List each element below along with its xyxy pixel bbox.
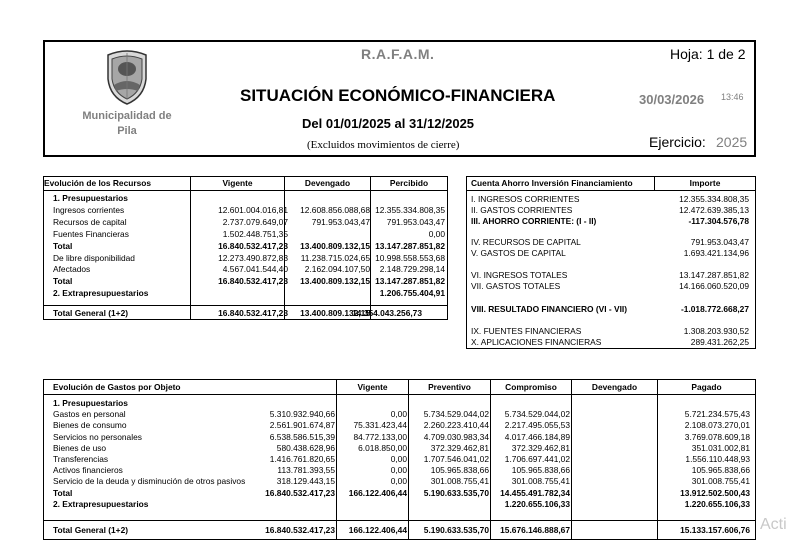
activation-watermark: Acti xyxy=(760,516,787,533)
account-row-label: II. GASTOS CORRIENTES xyxy=(471,204,573,215)
resources-row-percibido: 13.147.287.851,82 xyxy=(375,240,445,251)
resources-header-devengado: Devengado xyxy=(304,178,351,188)
expenses-row-pagado: 2.108.073.270,01 xyxy=(684,420,750,431)
account-row-label: III. AHORRO CORRIENTE: (I - II) xyxy=(471,215,597,226)
expenses-total-general-label: Total General (1+2) xyxy=(53,525,129,535)
resources-row-percibido: 1.206.755.404,91 xyxy=(379,288,445,299)
resources-row-vigente: 16.840.532.417,23 xyxy=(218,276,288,287)
resources-row-devengado: 12.608.856.088,68 xyxy=(300,204,370,215)
rafam-label: R.A.F.A.M. xyxy=(361,46,435,62)
resources-row-vigente: 2.737.079.649,07 xyxy=(222,216,288,227)
expenses-row-compromiso: 4.709.030.983,34 xyxy=(423,431,489,442)
account-row-label: IV. RECURSOS DE CAPITAL xyxy=(471,237,581,247)
expenses-row-label: 1. Presupuestarios xyxy=(53,398,128,408)
resources-row-percibido: 10.998.558.553,68 xyxy=(375,252,445,263)
expenses-row-vigente: 5.310.932.940,66 xyxy=(269,409,335,420)
expenses-row-devengado: 105.965.838,66 xyxy=(511,465,570,476)
account-row-value: 13.147.287.851,82 xyxy=(679,269,749,280)
report-title: SITUACIÓN ECONÓMICO-FINANCIERA xyxy=(240,86,556,105)
expenses-row-label: Servicios no personales xyxy=(53,431,142,442)
exercise-value: 2025 xyxy=(716,134,748,150)
resources-header-vigente: Vigente xyxy=(222,178,253,188)
savings-investment-table xyxy=(466,176,756,349)
account-row-value: 12.355.334.808,35 xyxy=(679,194,749,204)
expenses-total-general-pagado: 15.133.157.606,76 xyxy=(680,525,750,535)
expenses-row-preventivo: 0,00 xyxy=(390,476,407,487)
expenses-header-preventivo: Preventivo xyxy=(428,382,471,392)
expenses-row-devengado: 1.706.697.441,02 xyxy=(504,454,570,464)
expenses-table xyxy=(43,379,756,540)
account-row-value: 1.308.203.930,52 xyxy=(683,326,749,336)
expenses-row-label: Total xyxy=(53,487,73,498)
resources-row-label: Ingresos corrientes xyxy=(53,204,125,215)
resources-total-general-devengado: 13.400.809.132,15 xyxy=(300,308,370,318)
account-row-label: IX. FUENTES FINANCIERAS xyxy=(471,326,582,336)
expenses-row-vigente: 2.561.901.674,87 xyxy=(269,420,335,431)
resources-row-label: 2. Extrapresupuestarios xyxy=(53,288,149,299)
account-row-value: 12.472.639.385,13 xyxy=(679,204,749,215)
expenses-row-vigente: 1.416.761.820,65 xyxy=(269,454,335,464)
resources-total-general-label: Total General (1+2) xyxy=(53,308,129,318)
expenses-row-label: Gastos en personal xyxy=(53,409,126,420)
expenses-row-label: Activos financieros xyxy=(53,465,123,476)
expenses-row-preventivo: 0,00 xyxy=(390,465,407,476)
account-row-value: 289.431.262,25 xyxy=(690,336,749,347)
expenses-row-devengado: 4.017.466.184,89 xyxy=(504,431,570,442)
resources-row-devengado: 791.953.043,47 xyxy=(311,216,370,227)
resources-row-percibido: 13.147.287.851,82 xyxy=(375,276,445,287)
municipality-name: Municipalidad de Pila xyxy=(82,110,172,137)
expenses-header-devengado: Devengado xyxy=(591,382,638,392)
account-row-value: 14.166.060.520,09 xyxy=(679,281,749,291)
expenses-header-vigente: Vigente xyxy=(357,382,388,392)
expenses-row-devengado: 372.329.462,81 xyxy=(511,442,570,453)
expenses-row-compromiso: 1.707.546.041,02 xyxy=(423,454,489,464)
account-row-value: 1.693.421.134,96 xyxy=(683,247,749,258)
resources-row-devengado: 2.162.094.107,50 xyxy=(304,264,370,275)
expenses-row-compromiso: 301.008.755,41 xyxy=(430,476,489,487)
expenses-row-label: 2. Extrapresupuestarios xyxy=(53,498,149,509)
resources-table xyxy=(43,176,448,320)
expenses-row-label: Transferencias xyxy=(53,454,109,464)
page-indicator: Hoja: 1 de 2 xyxy=(670,46,746,62)
resources-row-percibido: 0,00 xyxy=(428,228,445,239)
resources-row-label: Total xyxy=(53,240,73,251)
account-row-value: -117.304.576,78 xyxy=(688,215,749,226)
resources-row-percibido: 791.953.043,47 xyxy=(386,216,445,227)
expenses-row-compromiso: 105.965.838,66 xyxy=(430,465,489,476)
account-row-label: X. APLICACIONES FINANCIERAS xyxy=(471,336,602,347)
expenses-total-general-preventivo: 166.122.406,44 xyxy=(348,525,407,535)
resources-row-vigente: 16.840.532.417,23 xyxy=(218,240,288,251)
expenses-row-devengado: 301.008.755,41 xyxy=(511,476,570,487)
account-row-label: V. GASTOS DE CAPITAL xyxy=(471,247,566,258)
account-header-label: Cuenta Ahorro Inversión Financiamiento xyxy=(471,178,633,188)
account-row-value: 791.953.043,47 xyxy=(690,237,749,247)
resources-row-vigente: 4.567.041.544,40 xyxy=(222,264,288,275)
expenses-row-pagado: 1.556.110.448,93 xyxy=(685,454,750,464)
account-row-label: VIII. RESULTADO FINANCIERO (VI - VII) xyxy=(471,304,628,314)
account-row-label: VII. GASTOS TOTALES xyxy=(471,281,561,291)
resources-row-vigente: 12.273.490.872,83 xyxy=(218,252,288,263)
expenses-row-pagado: 13.912.502.500,43 xyxy=(680,487,750,498)
expenses-row-vigente: 580.438.628,96 xyxy=(276,442,335,453)
resources-row-label: Recursos de capital xyxy=(53,216,127,227)
expenses-row-preventivo: 0,00 xyxy=(390,454,407,464)
expenses-row-preventivo: 75.331.423,44 xyxy=(353,420,407,431)
resources-total-general-vigente: 16.840.532.417,23 xyxy=(218,308,288,318)
exercise-label: Ejercicio: xyxy=(649,134,706,150)
resources-row-devengado: 13.400.809.132,15 xyxy=(300,276,370,287)
resources-row-label: Fuentes Financieras xyxy=(53,228,129,239)
expenses-row-devengado: 2.217.495.055,53 xyxy=(504,420,570,431)
expenses-header-compromiso: Compromiso xyxy=(505,382,557,392)
expenses-row-pagado: 3.769.078.609,18 xyxy=(684,431,750,442)
municipal-seal-logo xyxy=(104,47,150,105)
expenses-row-vigente: 113.781.393,55 xyxy=(277,465,335,476)
expenses-row-label: Bienes de consumo xyxy=(53,420,127,431)
expenses-total-general-compromiso: 5.190.633.535,70 xyxy=(423,525,489,535)
expenses-row-pagado: 351.031.002,81 xyxy=(691,442,750,453)
expenses-row-compromiso: 5.734.529.044,02 xyxy=(423,409,489,420)
exclusion-note: (Excluidos movimientos de cierre) xyxy=(307,139,460,151)
expenses-total-general-vigente: 16.840.532.417,23 xyxy=(265,525,335,535)
expenses-row-preventivo: 0,00 xyxy=(390,409,407,420)
expenses-row-compromiso: 5.190.633.535,70 xyxy=(423,487,489,498)
resources-header-percibido: Percibido xyxy=(389,178,429,188)
expenses-row-compromiso: 2.260.223.410,44 xyxy=(423,420,489,431)
account-row-label: VI. INGRESOS TOTALES xyxy=(471,269,568,280)
resources-row-vigente: 1.502.448.751,35 xyxy=(222,228,288,239)
resources-row-percibido: 2.148.729.298,14 xyxy=(379,264,445,275)
account-header-importe: Importe xyxy=(689,178,721,188)
expenses-row-preventivo: 84.772.133,00 xyxy=(353,431,407,442)
expenses-header-pagado: Pagado xyxy=(691,382,722,392)
print-date: 30/03/2026 xyxy=(639,92,705,107)
expenses-row-vigente: 318.129.443,15 xyxy=(276,476,335,487)
expenses-row-devengado: 14.455.491.782,34 xyxy=(500,487,570,498)
report-period: Del 01/01/2025 al 31/12/2025 xyxy=(302,116,475,131)
expenses-row-pagado: 105.965.838,66 xyxy=(691,465,750,476)
resources-row-percibido: 12.355.334.808,35 xyxy=(375,204,445,215)
resources-row-devengado: 11.238.715.024,65 xyxy=(300,252,370,263)
expenses-row-preventivo: 166.122.406,44 xyxy=(348,487,407,498)
resources-row-label: De libre disponibilidad xyxy=(53,252,135,263)
resources-row-label: 1. Presupuestarios xyxy=(53,193,128,203)
expenses-row-pagado: 301.008.755,41 xyxy=(691,476,750,487)
expenses-row-label: Servicio de la deuda y disminución de otros pasivos xyxy=(53,476,246,487)
expenses-total-general-devengado: 15.676.146.888,67 xyxy=(500,525,570,535)
expenses-row-vigente: 6.538.586.515,39 xyxy=(269,431,335,442)
expenses-row-pagado: 5.721.234.575,43 xyxy=(684,409,750,420)
expenses-row-devengado: 1.220.655.106,33 xyxy=(504,498,570,509)
expenses-row-pagado: 1.220.655.106,33 xyxy=(684,498,750,509)
resources-row-label: Afectados xyxy=(53,264,91,275)
expenses-row-label: Bienes de uso xyxy=(53,442,107,453)
resources-header-label: Evolución de los Recursos xyxy=(44,178,152,188)
resources-total-general-percibido: 14.354.043.256,73 xyxy=(352,308,422,318)
account-row-label: I. INGRESOS CORRIENTES xyxy=(471,194,580,204)
resources-row-devengado: 13.400.809.132,15 xyxy=(300,240,370,251)
resources-row-label: Total xyxy=(53,276,73,287)
resources-row-vigente: 12.601.004.016,81 xyxy=(218,204,288,215)
expenses-row-vigente: 16.840.532.417,23 xyxy=(265,487,335,498)
expenses-row-compromiso: 372.329.462,81 xyxy=(430,442,489,453)
expenses-header-label: Evolución de Gastos por Objeto xyxy=(53,382,181,392)
expenses-row-devengado: 5.734.529.044,02 xyxy=(504,409,570,420)
account-row-value: -1.018.772.668,27 xyxy=(681,304,749,314)
print-time: 13:46 xyxy=(721,92,744,102)
expenses-row-preventivo: 6.018.850,00 xyxy=(358,442,407,453)
